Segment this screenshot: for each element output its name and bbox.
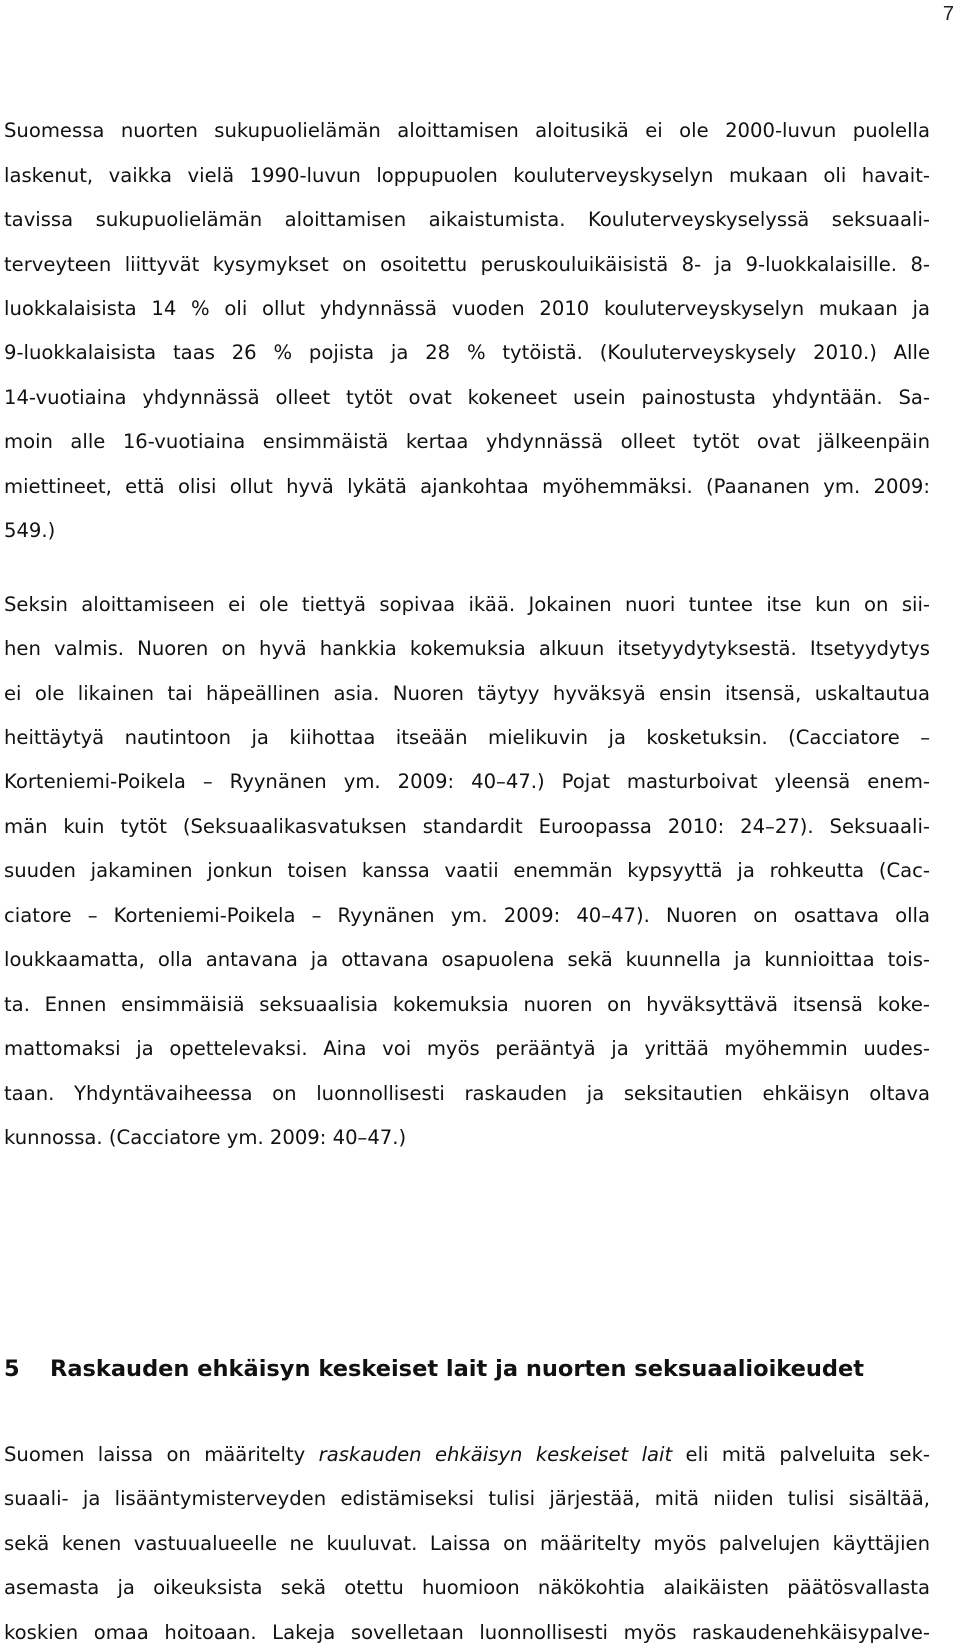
paragraph-line: suaali- ja lisääntymisterveyden edistämiseksi tulisi järjestää, mitä niiden tulisi sisältää, xyxy=(4,1487,930,1510)
paragraph-line: 9-luokkalaisista taas 26 % pojista ja 28 % tytöistä. (Kouluterveyskysely 2010.) Alle xyxy=(4,341,930,364)
paragraph-line: taan. Yhdyntävaiheessa on luonnollisesti raskauden ja seksitautien ehkäisyn oltava xyxy=(4,1082,930,1105)
paragraph-line: loukkaamatta, olla antavana ja ottavana osapuolena sekä kuunnella ja kunnioittaa tois- xyxy=(4,948,930,971)
section-number: 5 xyxy=(4,1356,20,1382)
paragraph-line: luokkalaisista 14 % oli ollut yhdynnässä vuoden 2010 kouluterveyskyselyn mukaan ja xyxy=(4,297,930,320)
paragraph-line: terveyteen liittyvät kysymykset on osoitettu peruskouluikäisistä 8- ja 9-luokkalaisille. 8- xyxy=(4,253,930,276)
paragraph-line: Seksin aloittamiseen ei ole tiettyä sopivaa ikää. Jokainen nuori tuntee itse kun on sii- xyxy=(4,593,930,616)
paragraph-line: moin alle 16-vuotiaina ensimmäistä kertaa yhdynnässä olleet tytöt ovat jälkeenpäin xyxy=(4,430,930,453)
paragraph-line: 549.) xyxy=(4,519,56,542)
italic-term: raskauden ehkäisyn keskeiset lait xyxy=(318,1443,673,1466)
section-heading xyxy=(4,1354,864,1384)
paragraph-line: 14-vuotiaina yhdynnässä olleet tytöt ovat kokeneet usein painostusta yhdyntään. Sa- xyxy=(4,386,930,409)
paragraph-line: asemasta ja oikeuksista sekä otettu huomioon näkökohtia alaikäisten päätösvallasta xyxy=(4,1576,930,1599)
paragraph-line xyxy=(4,1441,930,1469)
paragraph-line: Korteniemi-Poikela – Ryynänen ym. 2009: 40–47.) Pojat masturboivat yleensä enem- xyxy=(4,770,930,793)
paragraph-line: laskenut, vaikka vielä 1990-luvun loppupuolen kouluterveyskyselyn mukaan oli havait- xyxy=(4,164,930,187)
paragraph-line: ta. Ennen ensimmäisiä seksuaalisia kokemuksia nuoren on hyväksyttävä itsensä koke- xyxy=(4,993,930,1016)
paragraph-line: ciatore – Korteniemi-Poikela – Ryynänen ym. 2009: 40–47). Nuoren on osattava olla xyxy=(4,904,930,927)
paragraph-line: koskien omaa hoitoaan. Lakeja sovelletaan luonnollisesti myös raskaudenehkäisypalve- xyxy=(4,1621,930,1644)
text-run: Suomen laissa on määritelty xyxy=(4,1443,319,1466)
paragraph-line: män kuin tytöt (Seksuaalikasvatuksen standardit Euroopassa 2010: 24–27). Seksuaali- xyxy=(4,815,930,838)
paragraph-line: hen valmis. Nuoren on hyvä hankkia kokemuksia alkuun itsetyydytyksestä. Itsetyydytys xyxy=(4,637,930,660)
paragraph-line: mattomaksi ja opettelevaksi. Aina voi myös perääntyä ja yrittää myöhemmin uudes- xyxy=(4,1037,930,1060)
paragraph-line: suuden jakaminen jonkun toisen kanssa vaatii enemmän kypsyyttä ja rohkeutta (Cac- xyxy=(4,859,930,882)
section-title: Raskauden ehkäisyn keskeiset lait ja nuorten seksuaalioikeudet xyxy=(50,1356,865,1382)
paragraph-line: heittäytyä nautintoon ja kiihottaa itseään mielikuvin ja kosketuksin. (Cacciatore – xyxy=(4,726,930,749)
text-run: eli mitä palveluita sek- xyxy=(672,1443,930,1466)
paragraph-line: tavissa sukupuolielämän aloittamisen aikaistumista. Kouluterveyskyselyssä seksuaali- xyxy=(4,208,930,231)
paragraph-line: kunnossa. (Cacciatore ym. 2009: 40–47.) xyxy=(4,1126,407,1149)
paragraph-line: ei ole likainen tai häpeällinen asia. Nuoren täytyy hyväksyä ensin itsensä, uskaltautua xyxy=(4,682,930,705)
paragraph-line: sekä kenen vastuualueelle ne kuuluvat. Laissa on määritelty myös palvelujen käyttäjien xyxy=(4,1532,930,1555)
paragraph-line: miettineet, että olisi ollut hyvä lykätä ajankohtaa myöhemmäksi. (Paananen ym. 2009: xyxy=(4,475,930,498)
paragraph-line: Suomessa nuorten sukupuolielämän aloittamisen aloitusikä ei ole 2000-luvun puolella xyxy=(4,119,930,142)
page-number: 7 xyxy=(942,3,954,25)
